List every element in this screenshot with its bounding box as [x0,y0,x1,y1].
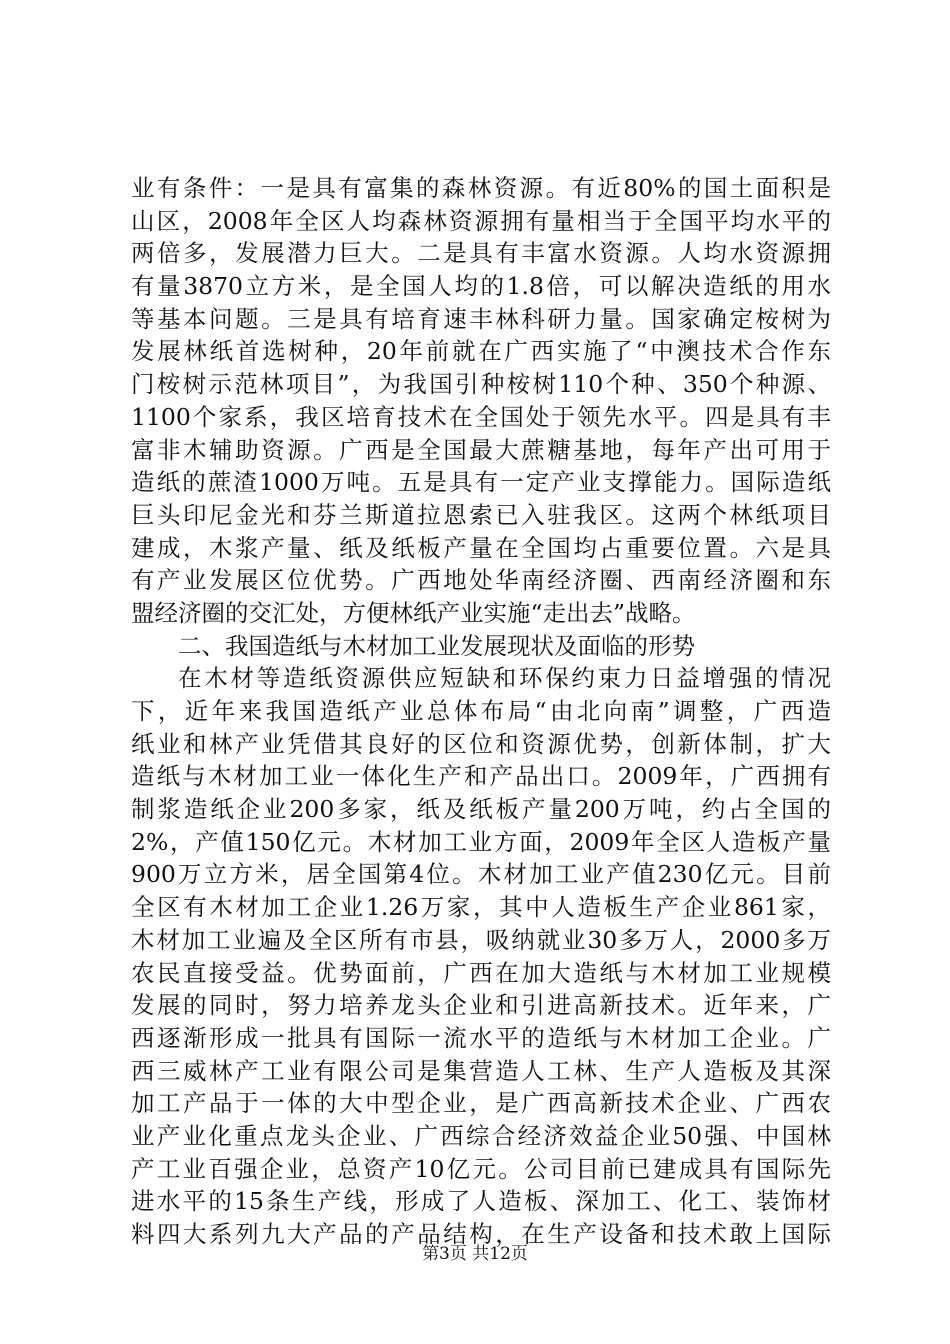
text-line: 全区有木材加工企业1.26万家，其中人造板生产企业861家， [131,893,831,922]
text-line: 木材加工业遍及全区所有市县，吸纳就业30多万人，2000多万 [131,925,831,954]
text-line: 等基本问题。三是具有培育速丰林科研力量。国家确定桉树为 [131,304,831,333]
text-line: 两倍多，发展潜力巨大。二是具有丰富水资源。人均水资源拥 [131,239,831,268]
text-line: 进水平的15条生产线，形成了人造板、深加工、化工、装饰材 [131,1187,831,1216]
text-line: 富非木辅助资源。广西是全国最大蔗糖基地，每年产出可用于 [131,435,831,464]
text-line: 农民直接受益。优势面前，广西在加大造纸与木材加工业规模 [131,958,831,987]
text-line: 下，近年来我国造纸产业总体布局“由北向南”调整，广西造 [131,697,831,725]
page-number-footer: 第3页 共12页 [422,1244,528,1264]
document-body [131,172,831,1251]
text-line: 产工业百强企业，总资产10亿元。公司目前已建成具有国际先 [131,1154,831,1183]
text-line: 山区，2008年全区人均森林资源拥有量相当于全国平均水平的 [131,206,831,235]
paragraph [131,172,831,630]
text-line: 建成，木浆产量、纸及纸板产量在全国均占重要位置。六是具 [131,533,831,562]
text-line: 业有条件：一是具有富集的森林资源。有近80%的国土面积是 [131,174,831,202]
text-line: 门桉树示范林项目”，为我国引种桉树110个种、350个种源、 [131,370,831,399]
text-line: 在木材等造纸资源供应短缺和环保约束力日益增强的情况 [178,664,831,693]
text-line: 900万立方米，居全国第4位。木材加工业产值230亿元。目前 [131,860,831,889]
text-line: 1100个家系，我区培育技术在全国处于领先水平。四是具有丰 [131,402,831,431]
text-line: 盟经济圈的交汇处，方便林纸产业实施“走出去”战略。 [131,598,696,627]
text-line: 料四大系列九大产品的产品结构，在生产设备和技术敢上国际 [131,1220,831,1248]
text-line: 纸业和林产业凭借其良好的区位和资源优势，创新体制，扩大 [131,729,831,758]
text-line: 西三威林产工业有限公司是集营造人工林、生产人造板及其深 [131,1056,831,1085]
text-line: 2%，产值150亿元。木材加工业方面，2009年全区人造板产量 [131,827,831,856]
text-line: 有量3870立方米，是全国人均的1.8倍，可以解决造纸的用水 [131,272,831,301]
section-heading [131,630,831,663]
text-line: 加工产品于一体的大中型企业，是广西高新技术企业、广西农 [131,1089,831,1118]
text-line: 制浆造纸企业200多家，纸及纸板产量200万吨，约占全国的 [131,795,831,824]
text-line: 西逐渐形成一批具有国际一流水平的造纸与木材加工企业。广 [131,1023,831,1052]
paragraph [131,662,831,1250]
section-heading-text: 二、我国造纸与木材加工业发展现状及面临的形势 [178,631,695,660]
text-line: 业产业化重点龙头企业、广西综合经济效益企业50强、中国林 [131,1121,831,1150]
text-line: 造纸与木材加工业一体化生产和产品出口。2009年，广西拥有 [131,762,831,791]
text-line: 有产业发展区位优势。广西地处华南经济圈、西南经济圈和东 [131,566,831,595]
text-line: 发展的同时，努力培养龙头企业和引进高新技术。近年来，广 [131,991,831,1020]
text-line: 巨头印尼金光和芬兰斯道拉恩索已入驻我区。这两个林纸项目 [131,500,831,529]
text-line: 发展林纸首选树种，20年前就在广西实施了“中澳技术合作东 [131,337,831,366]
text-line: 造纸的蔗渣1000万吨。五是具有一定产业支撑能力。国际造纸 [131,468,831,497]
